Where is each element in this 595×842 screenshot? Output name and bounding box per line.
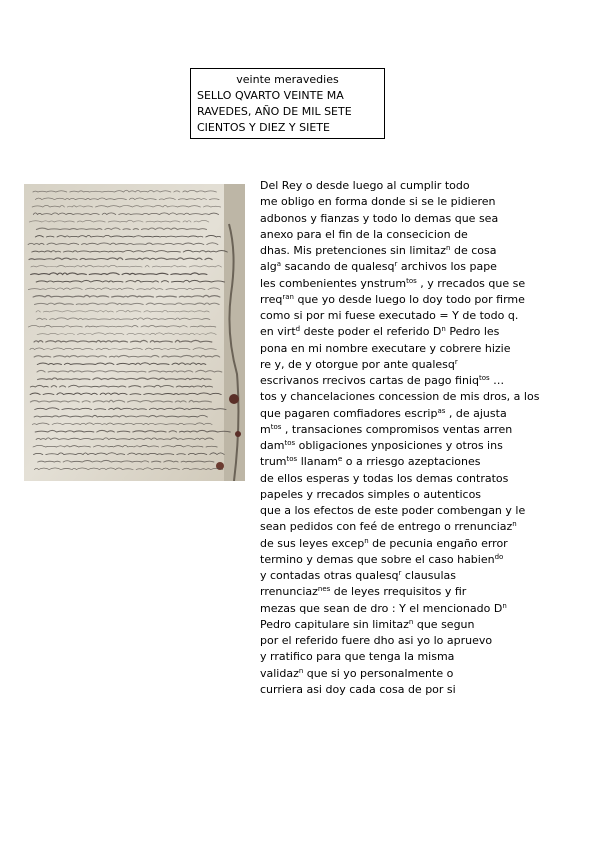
text-segment: adbonos y fianzas y todo lo demas que sea — [260, 211, 499, 225]
text-segment: dhas. Mis pretenciones sin limitaz — [260, 244, 447, 257]
text-segment: , y rrecados que se — [416, 276, 526, 290]
transcription-line — [260, 227, 595, 243]
transcription-line — [260, 682, 595, 698]
text-segment: que yo desde luego lo doy todo por firme — [293, 292, 525, 306]
text-segment: rrenunciaz — [260, 585, 318, 599]
text-segment: pona en mi nombre executare y cobrere hizie — [260, 341, 511, 355]
transcription-line — [260, 649, 595, 665]
superscript-abbreviation: r — [454, 357, 458, 366]
superscript-abbreviation: ran — [282, 292, 294, 301]
stamp-seal-box — [190, 68, 385, 139]
text-segment: curriera asi doy cada cosa de por si — [260, 682, 456, 696]
seal-heading: veinte meravedies — [236, 73, 339, 86]
text-segment: … — [489, 374, 505, 387]
superscript-abbreviation: n — [441, 325, 446, 334]
superscript-abbreviation: r — [394, 260, 398, 269]
text-segment: dam — [260, 439, 285, 452]
transcription-line — [260, 503, 595, 519]
text-segment: de cosa — [450, 244, 497, 257]
text-segment: o a rriesgo azeptaciones — [342, 455, 481, 469]
text-segment: que si yo personalmente o — [303, 666, 454, 680]
superscript-abbreviation: n — [446, 244, 451, 252]
transcription-line — [260, 324, 595, 340]
superscript-abbreviation: n — [408, 617, 414, 626]
text-segment: que pagaren comfiadores escrip — [260, 406, 438, 420]
superscript-abbreviation: n — [512, 520, 517, 529]
text-segment: archivos los pape — [397, 260, 497, 274]
text-segment: me obligo en forma donde si se le pidieren — [260, 195, 496, 209]
transcription-line — [260, 341, 595, 357]
text-segment: Pedro les — [445, 325, 500, 339]
text-segment: que segun — [413, 617, 475, 631]
text-segment: alg — [260, 260, 277, 274]
text-segment: en virt — [260, 325, 296, 339]
superscript-abbreviation: tos — [478, 374, 490, 382]
text-segment: rreq — [260, 292, 283, 306]
text-segment: anexo para el fin de la consecicion de — [260, 227, 468, 241]
superscript-abbreviation: n — [364, 536, 369, 545]
text-segment: deste poder el referido D — [300, 325, 442, 339]
superscript-abbreviation: r — [398, 569, 402, 577]
superscript-abbreviation: e — [338, 455, 343, 464]
text-segment: de leyes rrequisitos y fir — [330, 585, 467, 599]
superscript-abbreviation: n — [298, 666, 304, 675]
text-segment: validaz — [260, 666, 299, 680]
superscript-abbreviation: d — [295, 325, 301, 334]
transcription-line — [260, 584, 595, 600]
text-segment: Del Rey o desde luego al cumplir todo — [260, 179, 470, 192]
text-segment: sean pedidos con feé de entrego o rrenunciaz — [260, 520, 513, 534]
transcription-line — [260, 666, 595, 682]
transcription-line — [260, 454, 595, 470]
transcription-line — [260, 487, 595, 503]
text-segment: Pedro capitulare sin limitaz — [260, 617, 409, 631]
text-segment: sacando de qualesq — [281, 260, 395, 274]
text-segment: de sus leyes excep — [260, 536, 365, 550]
superscript-abbreviation: tos — [406, 276, 417, 285]
transcription-line — [260, 308, 595, 324]
transcription-line — [260, 438, 595, 454]
manuscript-scan-image — [24, 184, 245, 481]
text-segment: que a los efectos de este poder combengan y le — [260, 504, 526, 517]
text-segment: mezas que sean de dro : Y el mencionado D — [260, 601, 503, 615]
transcription-text — [260, 178, 595, 698]
text-segment: escrivanos rrecivos cartas de pago finiq — [260, 374, 479, 387]
transcription-line — [260, 471, 595, 487]
text-segment: y contadas otras qualesq — [260, 569, 399, 582]
transcription-line — [260, 601, 595, 617]
text-segment: tos y chancelaciones concession de mis dros, a los — [260, 390, 540, 404]
transcription-line — [260, 243, 595, 259]
superscript-abbreviation: tos — [270, 422, 282, 431]
superscript-abbreviation: do — [494, 552, 504, 561]
superscript-abbreviation: nes — [317, 585, 331, 594]
text-segment: les combenientes ynstrum — [260, 276, 407, 290]
text-segment: papeles y rrecados simples o autenticos — [260, 487, 482, 501]
transcription-line — [260, 259, 595, 275]
text-segment: m — [260, 422, 271, 436]
transcription-line — [260, 633, 595, 649]
superscript-abbreviation: n — [502, 601, 507, 610]
seal-line-1: SELLO QVARTO VEINTE MA — [197, 89, 344, 102]
text-segment: como si por mi fuese executado = Y de todo q. — [260, 309, 519, 322]
text-segment: , transaciones compromisos ventas arren — [281, 422, 513, 436]
seal-line-2: RAVEDES, AÑO DE MIL SETE — [197, 105, 352, 118]
transcription-line — [260, 519, 595, 535]
text-segment: de ellos esperas y todas los demas contratos — [260, 471, 509, 485]
superscript-abbreviation: tos — [284, 439, 296, 447]
text-segment: por el referido fuere dho asi yo lo apruevo — [260, 634, 493, 647]
text-segment: termino y demas que sobre el caso habien — [260, 552, 495, 566]
transcription-line — [260, 357, 595, 373]
seal-line-3: CIENTOS Y DIEZ Y SIETE — [197, 121, 330, 134]
text-segment: re y, de y otorgue por ante qualesq — [260, 357, 455, 371]
text-segment: llanam — [297, 455, 338, 469]
transcription-line — [260, 568, 595, 584]
text-segment: y rratifico para que tenga la misma — [260, 650, 455, 664]
text-segment: clausulas — [401, 569, 456, 582]
transcription-line — [260, 552, 595, 568]
text-segment: trum — [260, 455, 287, 469]
transcription-line — [260, 406, 595, 422]
transcription-line — [260, 373, 595, 389]
text-segment: , de ajusta — [445, 406, 507, 420]
text-segment: obligaciones ynposiciones y otros ins — [295, 439, 503, 452]
transcription-line — [260, 389, 595, 405]
transcription-line — [260, 292, 595, 308]
transcription-line — [260, 422, 595, 438]
transcription-line — [260, 194, 595, 210]
transcription-line — [260, 276, 595, 292]
superscript-abbreviation: as — [437, 406, 446, 415]
superscript-abbreviation: a — [276, 260, 282, 269]
transcription-line — [260, 178, 595, 194]
superscript-abbreviation: tos — [286, 455, 298, 464]
transcription-line — [260, 536, 595, 552]
text-segment: de pecunia engaño error — [368, 536, 508, 550]
transcription-line — [260, 617, 595, 633]
transcription-line — [260, 211, 595, 227]
